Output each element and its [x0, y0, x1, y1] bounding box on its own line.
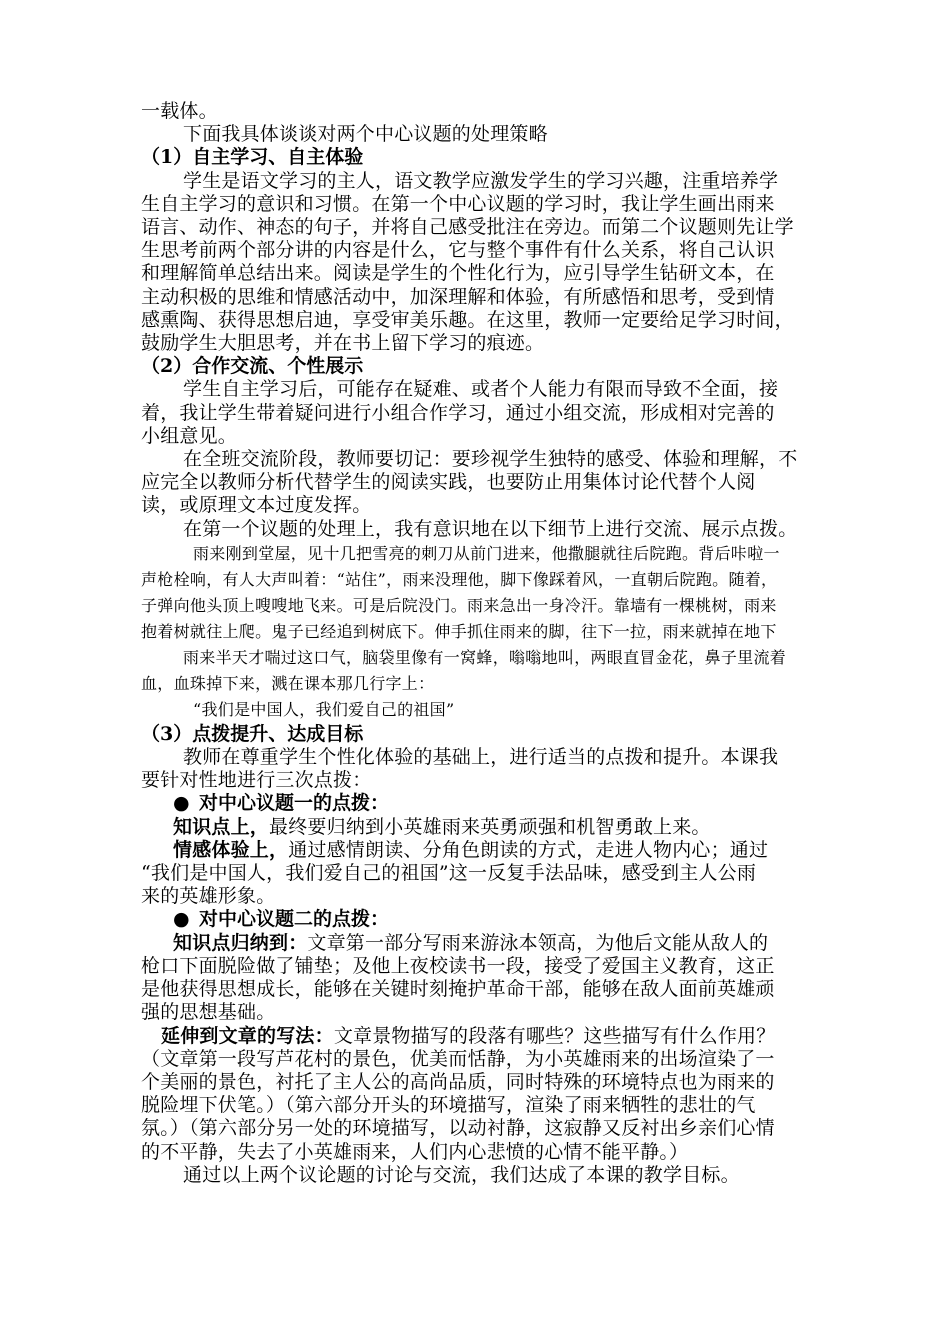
text-line: 学生是语文学习的主人，语文教学应激发学生的学习兴趣，注重培养学: [183, 169, 779, 192]
section-heading-2: （2）合作交流、个性展示: [141, 355, 364, 378]
text-line: 和理解简单总结出来。阅读是学生的个性化行为，应引导学生钻研文本，在: [141, 262, 775, 285]
text-line: “我们是中国人，我们爱自己的祖国”这一反复手法品味，感受到主人公雨: [141, 862, 757, 885]
knowledge-text: 文章第一部分写雨来游泳本领高，为他后文能从敌人的: [307, 931, 769, 954]
text-line: 下面我具体谈谈对两个中心议题的处理策略: [183, 123, 548, 146]
quote-line: 子弹向他头顶上嗖嗖地飞来。可是后院没门。雨来急出一身冷汗。靠墙有一棵桃树，雨来: [141, 595, 777, 615]
text-line: 生思考前两个部分讲的内容是什么，它与整个事件有什么关系，将自己认识: [141, 239, 775, 262]
writing-text: 文章景物描写的段落有哪些？这些描写有什么作用？: [333, 1024, 776, 1047]
text-line: 强的思想基础。: [141, 1001, 276, 1024]
quote-line: 血，血珠掉下来，溅在课本那几行字上：: [141, 673, 435, 693]
text-line: 氛。）（第六部分另一处的环境描写，以动衬静，这寂静又反衬出乡亲们心情: [141, 1117, 775, 1140]
quote-line: 抱着树就往上爬。鬼子已经追到树底下。伸手抓住雨来的脚，往下一拉，雨来就掉在地下: [141, 621, 777, 641]
text-line: 小组意见。: [141, 424, 238, 447]
text-line: 应完全以教师分析代替学生的阅读实践，也要防止用集体讨论代替个人阅: [141, 471, 756, 494]
text-line: 的不平静，失去了小英雄雨来，人们内心悲愤的心情不能平静。）: [141, 1140, 689, 1163]
text-line: 生自主学习的意识和习惯。在第一个中心议题的学习时，我让学生画出雨来: [141, 192, 775, 215]
text-line: 鼓励学生大胆思考，并在书上留下学习的痕迹。: [141, 332, 545, 355]
text-line: 教师在尊重学生个性化体验的基础上，进行适当的点拨和提升。本课我: [183, 746, 779, 769]
text-line: 脱险埋下伏笔。）（第六部分开头的环境描写，渲染了雨来牺牲的悲壮的气: [141, 1094, 756, 1117]
bullet-label: 对中心议题一的点拨：: [199, 792, 390, 815]
text-line: 来的英雄形象。: [141, 885, 276, 908]
text-line: 语言、动作、神态的句子，并将自己感受批注在旁边。而第二个议题则先让学: [141, 216, 794, 239]
writing-label: 延伸到文章的写法：: [161, 1024, 334, 1047]
text-line: 是他获得思想成长，能够在关键时刻掩护革命干部，能够在敌人面前英雄顽: [141, 978, 775, 1001]
document-page: [141, 100, 861, 1187]
quote-line: 声枪栓响，有人大声叫着：“站住”，雨来没理他，脚下像踩着风，一直朝后院跑。随着，: [141, 569, 778, 589]
text-line: 枪口下面脱险做了铺垫；及他上夜校读书一段，接受了爱国主义教育，这正: [141, 954, 775, 977]
knowledge-text: 最终要归纳到小英雄雨来英勇顽强和机智勇敢上来。: [269, 815, 711, 838]
text-line: 要针对性地进行三次点拨：: [141, 769, 372, 792]
text-line: 通过以上两个议论题的讨论与交流，我们达成了本课的教学目标。: [183, 1163, 740, 1186]
text-line: [141, 1025, 861, 1048]
text-line: 着，我让学生带着疑问进行小组合作学习，通过小组交流，形成相对完善的: [141, 401, 775, 424]
section-heading-1: （1）自主学习、自主体验: [141, 146, 364, 169]
knowledge-label: 知识点上，: [173, 815, 270, 838]
bullet-dot-icon: ●: [173, 792, 190, 815]
text-line: 个美丽的景色，衬托了主人公的高尚品质，同时特殊的环境特点也为雨来的: [141, 1070, 775, 1093]
text-line: 一载体。: [141, 100, 218, 122]
quote-line: 雨来半天才喘过这口气，脑袋里像有一窝蜂，嗡嗡地叫，两眼直冒金花，鼻子里流着: [183, 647, 787, 667]
bullet-label: 对中心议题二的点拨：: [199, 908, 390, 931]
text-line: [141, 932, 861, 955]
emotion-text: 通过感情朗读、分角色朗读的方式，走进人物内心；通过: [288, 838, 769, 861]
text-line: 在第一个议题的处理上，我有意识地在以下细节上进行交流、展示点拨。: [183, 517, 798, 540]
text-line: [141, 816, 861, 839]
text-line: 学生自主学习后，可能存在疑难、或者个人能力有限而导致不全面，接: [183, 378, 779, 401]
bullet-item-1: [141, 792, 861, 815]
quote-line: 雨来刚到堂屋，见十几把雪亮的刺刀从前门进来，他撒腿就往后院跑。背后咔啦一: [193, 543, 780, 563]
section-heading-3: （3）点拨提升、达成目标: [141, 722, 364, 745]
text-line: 感熏陶、获得思想启迪，享受审美乐趣。在这里，教师一定要给足学习时间，: [141, 308, 794, 331]
knowledge-label: 知识点归纳到：: [173, 931, 308, 954]
bullet-item-2: [141, 908, 861, 931]
bullet-dot-icon: ●: [173, 908, 190, 931]
text-line: [141, 839, 861, 862]
text-line: 主动积极的思维和情感活动中，加深理解和体验，有所感悟和思考，受到情: [141, 285, 775, 308]
emotion-label: 情感体验上，: [173, 838, 289, 861]
quote-line: “我们是中国人，我们爱自己的祖国”: [193, 699, 455, 719]
text-line: （文章第一段写芦花村的景色，优美而恬静，为小英雄雨来的出场渲染了一: [141, 1047, 775, 1070]
text-line: 读，或原理文本过度发挥。: [141, 494, 372, 517]
text-line: 在全班交流阶段，教师要切记：要珍视学生独特的感受、体验和理解，不: [183, 448, 798, 471]
